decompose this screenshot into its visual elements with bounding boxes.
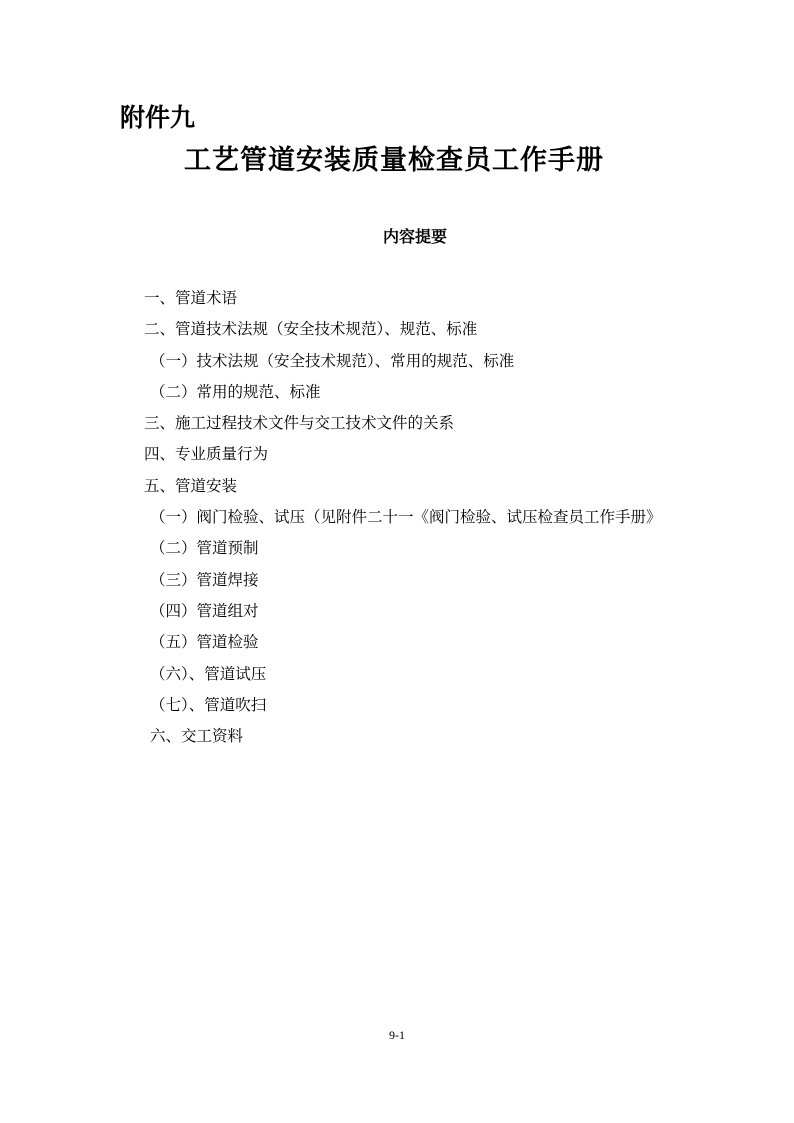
- toc-item-text: （六）、管道试压: [150, 664, 267, 683]
- toc-item-text: （四）管道组对: [150, 601, 259, 620]
- toc-subitem: [0, 694, 794, 725]
- toc-item-text: （二）常用的规范、标准: [150, 382, 321, 401]
- toc-item-text: 一、管道术语: [144, 289, 238, 307]
- toc-subitem: [0, 663, 794, 694]
- toc-item-text: （五）管道检验: [150, 633, 259, 652]
- toc-item-text: 五、管道安装: [144, 476, 238, 495]
- toc-item-text: 四、专业质量行为: [144, 445, 269, 464]
- toc-subitem: [0, 506, 794, 537]
- toc-item: [0, 443, 794, 474]
- toc-item-text: 三、施工过程技术文件与交工技术文件的关系: [144, 414, 455, 433]
- toc-subitem: [0, 569, 794, 600]
- toc-subitem: [0, 600, 794, 631]
- summary-heading: [0, 226, 794, 248]
- toc-subitem: [0, 350, 794, 381]
- toc-item: [0, 412, 794, 443]
- annex-label: 附件九: [120, 103, 196, 132]
- toc-subitem: [0, 631, 794, 662]
- toc-item-text: 二、管道技术法规（安全技术规范）、规范、标准: [144, 320, 478, 339]
- document-title: 工艺管道安装质量检查员工作手册: [184, 145, 604, 176]
- page-number: 9-1: [389, 1028, 405, 1042]
- toc-item-text: （一）阀门检验、试压（见附件二十一《阀门检验、试压检查员工作手册》: [150, 508, 662, 527]
- toc-item: [0, 287, 794, 318]
- toc-item-text: （一）技术法规（安全技术规范）、常用的规范、标准: [150, 351, 515, 370]
- summary-heading-text: 内容提要: [382, 227, 447, 246]
- toc-item-text: 六、交工资料: [150, 727, 244, 746]
- toc-item: [0, 318, 794, 349]
- toc-item-text: （三）管道焊接: [150, 570, 259, 589]
- table-of-contents: [0, 287, 794, 756]
- toc-item-text: （七）、管道吹扫: [150, 695, 267, 714]
- toc-item: [0, 725, 794, 756]
- toc-item-text: （二）管道预制: [150, 539, 259, 558]
- toc-subitem: [0, 537, 794, 568]
- toc-subitem: [0, 381, 794, 412]
- toc-item: [0, 475, 794, 506]
